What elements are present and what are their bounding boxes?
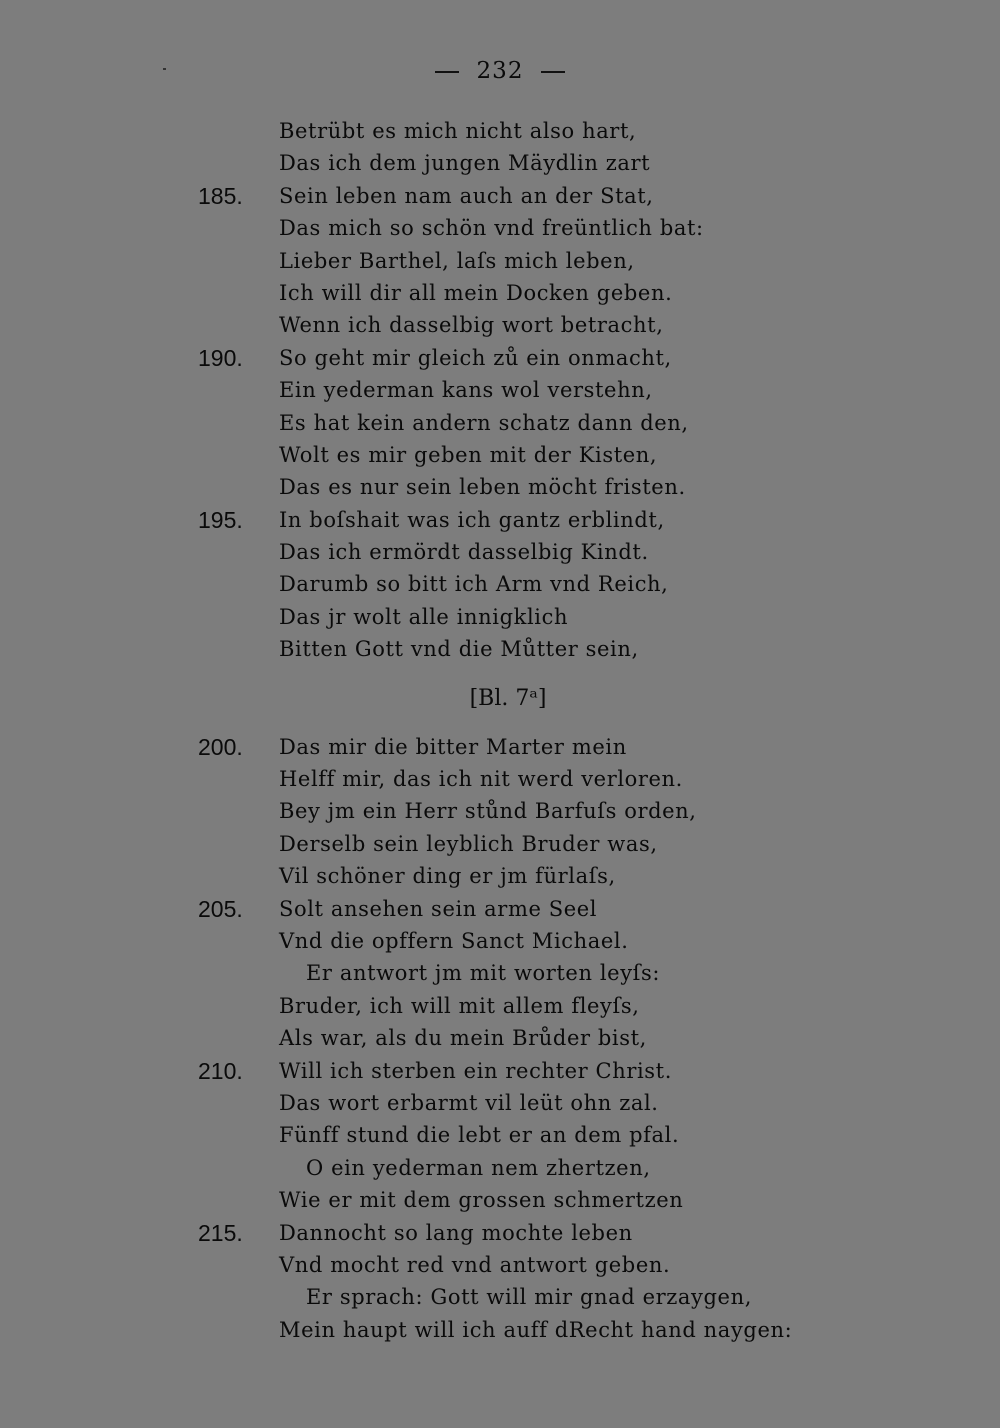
verse-line [0, 342, 1000, 374]
verse-line-text: Darumb so bitt ich Arm vnd Reich, [279, 572, 669, 597]
verse-line-text: Das jr wolt alle innigklich [279, 604, 569, 629]
verse-line-text: So geht mir gleich zů ein onmacht, [279, 345, 672, 370]
verse-line [0, 277, 1000, 309]
page-header [0, 58, 1000, 84]
verse-line-text: Er sprach: Gott will mir gnad erzaygen, [306, 1285, 752, 1310]
verse-line [0, 374, 1000, 406]
verse-line-text: O ein yederman nem zhertzen, [306, 1155, 651, 1180]
verse-line [0, 1314, 1000, 1346]
verse-line-text: Will ich sterben ein rechter Christ. [279, 1058, 672, 1083]
page-number: 232 [476, 58, 524, 84]
verse-line-text: Mein haupt will ich auff dRecht hand naygen: [279, 1317, 793, 1342]
verse-line [0, 212, 1000, 244]
verse-line-text: Vil schöner ding er jm fürlaſs, [279, 864, 616, 889]
line-number: 210. [198, 1057, 243, 1084]
verse-line [0, 115, 1000, 147]
verse-block-2 [0, 731, 1000, 1346]
verse-block-1 [0, 115, 1000, 666]
verse-line [0, 309, 1000, 341]
verse-line-text: Ich will dir all mein Docken geben. [279, 280, 673, 305]
header-dash-right [541, 71, 565, 73]
verse-line [0, 1281, 1000, 1313]
verse-line-text: Er antwort jm mit worten leyſs: [306, 961, 661, 986]
line-number: 185. [198, 182, 243, 209]
verse-line [0, 763, 1000, 795]
verse-text [0, 115, 1000, 1346]
verse-line [0, 1119, 1000, 1151]
verse-line [0, 1022, 1000, 1054]
verse-line [0, 828, 1000, 860]
verse-line [0, 957, 1000, 989]
verse-line [0, 893, 1000, 925]
verse-line-text: Wenn ich dasselbig wort betracht, [279, 313, 664, 338]
verse-line-text: Das es nur sein leben möcht fristen. [279, 475, 686, 500]
verse-line-text: Dannocht so lang mochte leben [279, 1220, 633, 1245]
verse-line-text: Ein yederman kans wol verstehn, [279, 378, 653, 403]
verse-line-text: Wolt es mir geben mit der Kisten, [279, 442, 658, 467]
line-number: 195. [198, 506, 243, 533]
verse-line-text: Fünff stund die lebt er an dem pfal. [279, 1123, 680, 1148]
verse-line [0, 731, 1000, 763]
verse-line-text: In boſshait was ich gantz erblindt, [279, 507, 665, 532]
verse-line [0, 180, 1000, 212]
verse-line [0, 1249, 1000, 1281]
verse-line [0, 1217, 1000, 1249]
verse-line [0, 990, 1000, 1022]
verse-line-text: Vnd mocht red vnd antwort geben. [279, 1252, 671, 1277]
verse-line [0, 407, 1000, 439]
verse-line-text: Das mir die bitter Marter mein [279, 734, 627, 759]
verse-line-text: Lieber Barthel, laſs mich leben, [279, 248, 635, 273]
verse-line-text: Vnd die opffern Sanct Michael. [279, 928, 629, 953]
verse-line [0, 536, 1000, 568]
verse-line [0, 1152, 1000, 1184]
verse-line [0, 1087, 1000, 1119]
verse-line-text: Das ich dem jungen Mäydlin zart [279, 151, 651, 176]
verse-line-text: Bey jm ein Herr stůnd Barfuſs orden, [279, 799, 697, 824]
verse-line-text: Es hat kein andern schatz dann den, [279, 410, 689, 435]
verse-line-text: Betrübt es mich nicht also hart, [279, 119, 637, 143]
verse-line [0, 601, 1000, 633]
line-number: 200. [198, 733, 243, 760]
verse-line-text: Das mich so schön vnd freüntlich bat: [279, 216, 704, 241]
verse-line [0, 795, 1000, 827]
verse-line-text: Helff mir, das ich nit werd verloren. [279, 767, 683, 792]
verse-line-text: Sein leben nam auch an der Stat, [279, 183, 654, 208]
verse-line [0, 245, 1000, 277]
header-dash-left [435, 71, 459, 73]
line-number: 215. [198, 1219, 243, 1246]
verse-line [0, 860, 1000, 892]
verse-line-text: Wie er mit dem grossen schmertzen [279, 1188, 684, 1213]
verse-line [0, 568, 1000, 600]
verse-line-text: Als war, als du mein Brůder bist, [279, 1026, 647, 1051]
verse-line [0, 633, 1000, 665]
verse-line [0, 504, 1000, 536]
line-number: 205. [198, 895, 243, 922]
verse-line-text: Das ich ermördt dasselbig Kindt. [279, 540, 649, 565]
verse-line [0, 1055, 1000, 1087]
verse-line-text: Bitten Gott vnd die Můtter sein, [279, 637, 639, 662]
verse-line [0, 439, 1000, 471]
verse-line-text: Bruder, ich will mit allem fleyſs, [279, 993, 640, 1018]
verse-line [0, 471, 1000, 503]
folio-marker: [Bl. 7ᵃ] [469, 685, 547, 711]
line-number: 190. [198, 344, 243, 371]
verse-line-text: Solt ansehen sein arme Seel [279, 896, 598, 921]
verse-line [0, 925, 1000, 957]
verse-line-text: Das wort erbarmt vil leüt ohn zal. [279, 1090, 659, 1115]
verse-line-text: Derselb sein leyblich Bruder was, [279, 831, 658, 856]
verse-line [0, 147, 1000, 179]
verse-line [0, 1184, 1000, 1216]
